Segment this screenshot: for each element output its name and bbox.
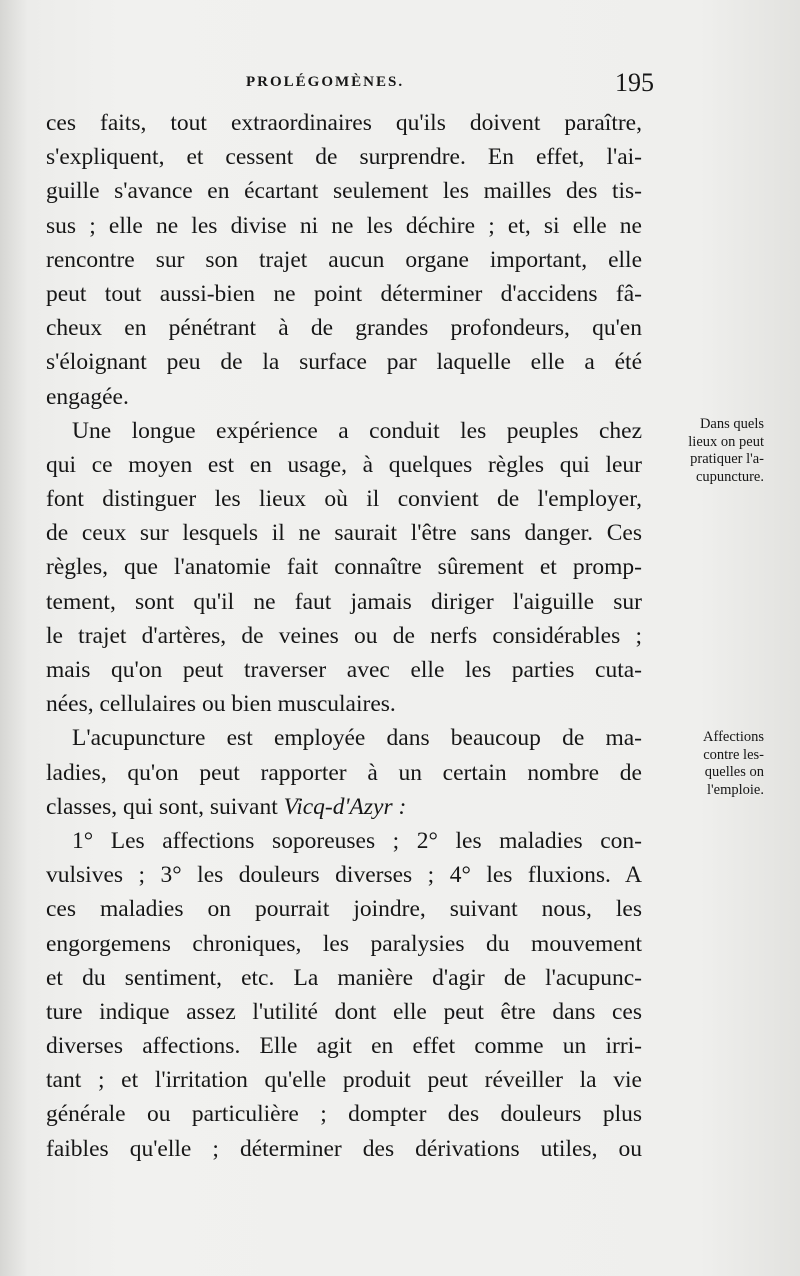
margin-note-line: cupuncture. (695, 468, 764, 485)
text-line: font distinguer les lieux où il convient de l'employer, (46, 486, 642, 513)
text-line: ladies, qu'on peut rapporter à un certain nombre de (46, 759, 642, 786)
text-line: tement, sont qu'il ne faut jamais diriger l'aiguille sur (46, 588, 642, 615)
text-line: générale ou particulière ; dompter des douleurs plus (46, 1101, 642, 1128)
text-line: nées, cellulaires ou bien musculaires. (46, 691, 396, 718)
text-line: cheux en pénétrant à de grandes profondeurs, qu'en (46, 315, 642, 342)
running-head (46, 68, 654, 102)
text-line: diverses affections. Elle agit en effet comme un irri- (46, 1033, 642, 1060)
text-line: mais qu'on peut traverser avec elle les parties cuta- (46, 657, 642, 683)
text-line: de ceux sur lesquels il ne saurait l'être sans danger. Ces (46, 520, 642, 547)
text-line: ces faits, tout extraordinaires qu'ils doivent paraître, (46, 110, 642, 136)
text-line: 1° Les affections soporeuses ; 2° les maladies con- (72, 827, 642, 854)
text-line-with-name (46, 790, 642, 824)
text-line: ces maladies on pourrait joindre, suivant nous, les (46, 896, 642, 923)
text-line: Une longue expérience a conduit les peuples chez (72, 417, 642, 444)
text-line: engorgemens chroniques, les paralysies du mouvement (46, 930, 642, 957)
text-line: vulsives ; 3° les douleurs diverses ; 4° les fluxions. A (46, 862, 642, 889)
text-line: ture indique assez l'utilité dont elle peut être dans ces (46, 998, 642, 1025)
text-line: guille s'avance en écartant seulement les mailles des tis- (46, 178, 642, 205)
text-line: le trajet d'artères, de veines ou de nerfs considérables ; (46, 622, 642, 649)
margin-note-line: Dans quels (699, 416, 764, 432)
text-line: qui ce moyen est en usage, à quelques règles qui leur (46, 451, 642, 478)
text-line: sus ; elle ne les divise ni ne les déchire ; et, si elle ne (46, 212, 642, 239)
margin-note-line: quelles on (704, 764, 764, 780)
text-line: engagée. (46, 383, 129, 410)
margin-note (652, 416, 764, 486)
author-name: Vicq-d'Azyr : (283, 793, 407, 820)
margin-note (652, 729, 764, 799)
text-line: faibles qu'elle ; déterminer des dérivations utiles, ou (46, 1135, 642, 1162)
text-line: et du sentiment, etc. La manière d'agir de l'acupunc- (46, 964, 642, 991)
body-text (46, 106, 642, 1166)
text-line: tant ; et l'irritation qu'elle produit peut réveiller la vie (46, 1067, 642, 1094)
text-line: peut tout aussi-bien ne point déterminer d'accidens fâ- (46, 280, 642, 307)
text-line: L'acupuncture est employée dans beaucoup de ma- (72, 725, 642, 752)
text-line-start: classes, qui sont, suivant (46, 793, 278, 820)
text-line: s'éloignant peu de la surface par laquelle elle a été (46, 349, 642, 376)
margin-note-line: l'emploie. (707, 781, 764, 798)
margin-note-line: pratiquer l'a- (690, 451, 764, 467)
margin-note-line: contre les- (703, 746, 764, 763)
page-number: 195 (615, 68, 654, 97)
margin-note-line: lieux on peut (688, 433, 764, 450)
margin-note-line: Affections (703, 729, 764, 745)
text-line: rencontre sur son trajet aucun organe important, elle (46, 246, 642, 273)
text-line: s'expliquent, et cessent de surprendre. En effet, l'ai- (46, 144, 642, 171)
text-line: règles, que l'anatomie fait connaître sûrement et promp- (46, 554, 642, 581)
running-head-title: PROLÉGOMÈNES. (246, 74, 405, 90)
